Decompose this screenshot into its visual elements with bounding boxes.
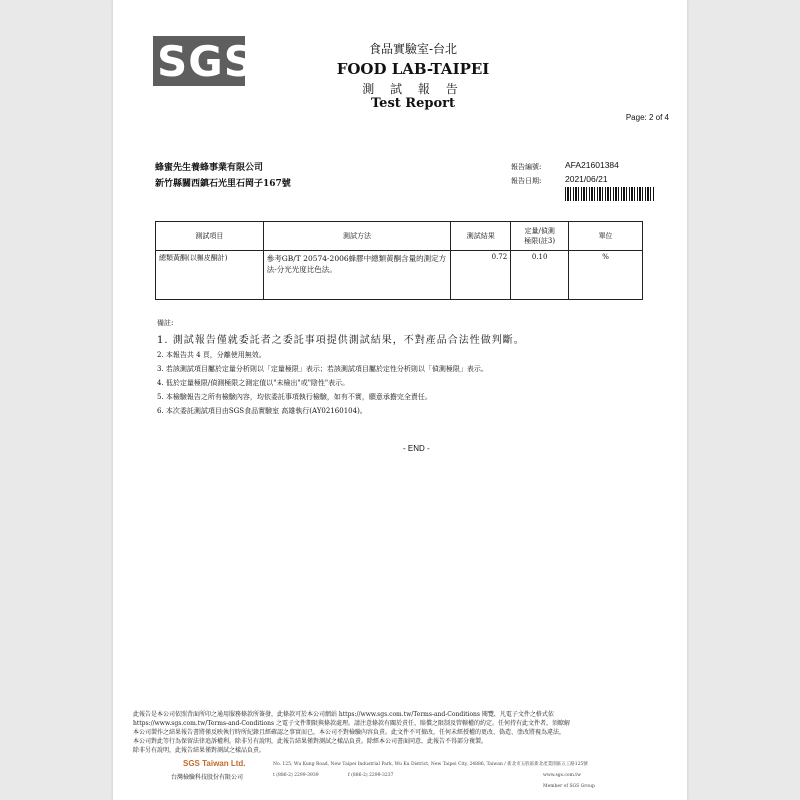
footer-brand-zh: 台灣檢驗科技股份有限公司 [171, 774, 244, 781]
footer-line-3: 本公司製作之結果報告書將僅反映執行時所紀錄且經確認之事實而已，本公司不對檢驗內容負責。此文件不可擅改，任何未經授權的更改、偽造、塗改將視為違法， [133, 729, 566, 736]
report-no-label: 報告編號: [511, 163, 542, 171]
end-marker: - END - [403, 444, 430, 453]
note-5: 5. 本檢驗報告之所有檢驗內容，均依委託事項執行檢驗，如有不實，願意承擔完全責任。 [157, 393, 432, 401]
header-test-method: 測試方法 [263, 222, 451, 251]
report-date-label: 報告日期: [511, 177, 542, 185]
footer-web: www.sgs.com.tw [543, 773, 581, 778]
lab-name-zh: 食品實驗室-台北 [368, 42, 458, 56]
report-title-en: Test Report [371, 96, 455, 111]
client-name: 蜂蜜先生養蜂事業有限公司 [155, 163, 264, 173]
report-date-value: 2021/06/21 [565, 174, 608, 184]
left-margin-band [0, 0, 113, 800]
cell-unit: % [569, 251, 643, 300]
report-title-zh: 測 試 報 告 [362, 82, 464, 96]
footer-line-4: 本公司對此等行為保留法律追訴權利。除非另有說明，此報告結果僅對測試之樣品負責。除經本公司書面同意，此報告不得部分複製。 [133, 738, 488, 745]
results-table [155, 221, 643, 300]
cell-method: 參考GB/T 20574-2006蜂膠中總類黃酮含量的測定方法-分光光度比色法。 [263, 251, 451, 300]
report-no-value: AFA21601384 [565, 160, 619, 170]
report-page [113, 0, 687, 800]
note-1: 1. 測試報告僅就委託者之委託事項提供測試結果，不對產品合法性做判斷。 [157, 335, 525, 346]
header-test-result: 測試結果 [451, 222, 511, 251]
footer-fax: f (886-2) 2299-3237 [348, 773, 394, 778]
barcode [565, 187, 655, 201]
footer-line-5: 除非另有說明，此報告結果僅對測試之樣品負責。 [133, 747, 266, 754]
footer-phone: t (886-2) 2299-3939 [273, 773, 319, 778]
page-number: Page: 2 of 4 [625, 113, 669, 122]
footer-brand: SGS Taiwan Ltd. [183, 759, 246, 768]
footer-member: Member of SGS Group [543, 784, 595, 789]
table-header-row [156, 222, 643, 251]
cell-item: 總類黃酮(以槲皮酮計) [156, 251, 264, 300]
header-unit: 單位 [569, 222, 643, 251]
lab-name-en: FOOD LAB-TAIPEI [336, 60, 490, 78]
note-2: 2. 本報告共 4 頁，分離使用無效。 [157, 351, 266, 359]
footer-line-1: 此報告是本公司依照背面所印之通用服務條款所簽發，此條款可於本公司網站 https://www.sgs.com.tw/Terms-and-Conditions 閱覽，凡電子文件之格式依 [133, 711, 554, 718]
note-6: 6. 本次委託測試項目由SGS食品實驗室 高雄執行(AY02160104)。 [157, 407, 367, 415]
client-address: 新竹縣關西鎮石光里石岡子167號 [155, 179, 291, 189]
header-test-item: 測試項目 [156, 222, 264, 251]
table-row [156, 251, 643, 300]
cell-limit: 0.10 [511, 251, 569, 300]
right-margin-band [687, 0, 800, 800]
notes-title: 備註: [157, 319, 174, 327]
footer-address: No. 125, Wu Kung Road, New Taipei Industrial Park, Wu Ku District, New Taipei City, 24886, Taiwan / 新北市五股區新北產業園區五工路125號 [273, 762, 588, 767]
footer-line-2: https://www.sgs.com.tw/Terms-and-Conditions 之電子文件期限與條款處理。請注意條款有關於責任、賠償之限制及管轄權的約定。任何持有此文件者，須瞭解 [133, 720, 571, 727]
note-4: 4. 低於定量極限/偵測極限之測定值以"未檢出"或"陰性"表示。 [157, 379, 350, 387]
sgs-logo: SGS [157, 37, 255, 86]
header-limit: 定量/偵測 極限(註3) [511, 222, 569, 251]
note-3: 3. 若該測試項目屬於定量分析則以「定量極限」表示；若該測試項目屬於定性分析則以「偵測極限」表示。 [157, 365, 488, 373]
cell-result: 0.72 [451, 251, 511, 300]
